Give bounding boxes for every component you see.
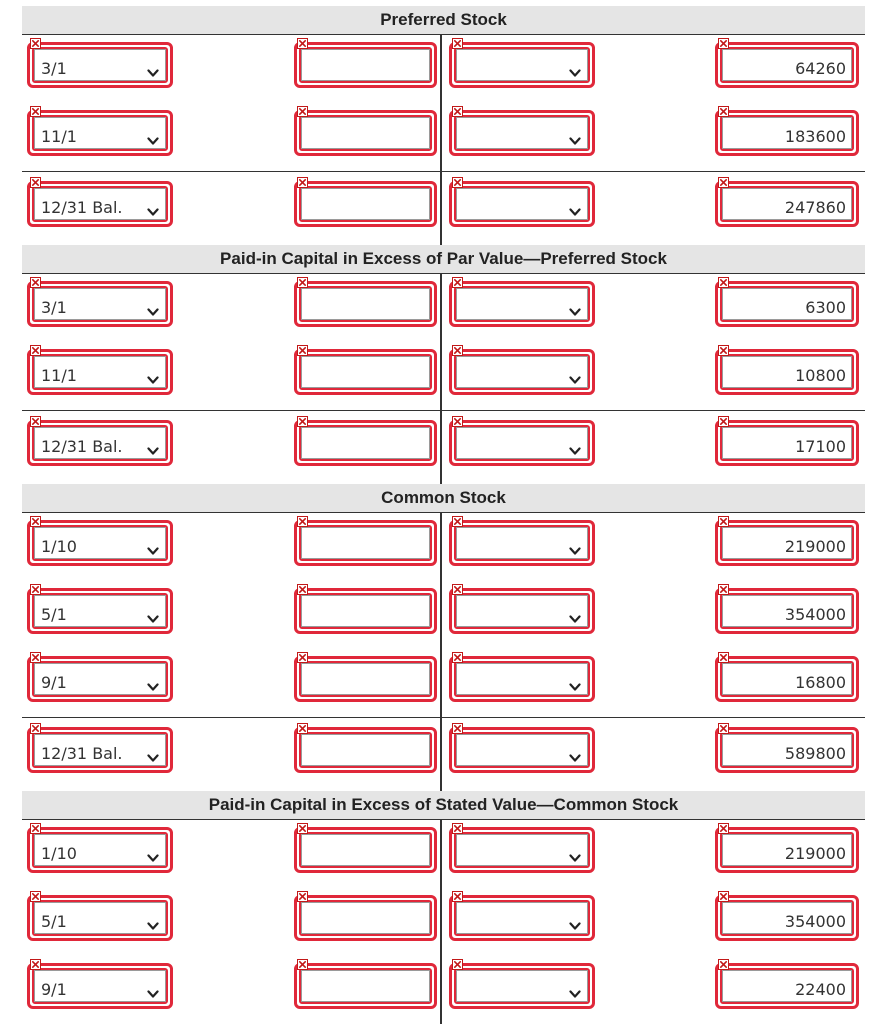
- debit-date-select[interactable]: [34, 117, 166, 149]
- error-x-icon: [297, 38, 308, 49]
- chevron-down-icon: [147, 131, 159, 141]
- chevron-down-icon: [147, 370, 159, 380]
- t-account-divider: [440, 649, 442, 717]
- error-x-icon: [30, 823, 41, 834]
- credit-date-select-cell: [449, 588, 595, 634]
- credit-date-select[interactable]: [456, 734, 588, 766]
- error-x-icon: [30, 652, 41, 663]
- chevron-down-icon: [569, 677, 581, 687]
- debit-date-select-value: 9/1: [41, 673, 67, 692]
- credit-amount-input[interactable]: [722, 527, 852, 559]
- t-account-divider: [440, 411, 442, 484]
- error-x-icon: [30, 177, 41, 188]
- debit-amount-input[interactable]: [301, 117, 430, 149]
- credit-amount-input-value: 589800: [784, 744, 846, 763]
- error-x-icon: [452, 416, 463, 427]
- debit-amount-input[interactable]: [301, 188, 430, 220]
- credit-amount-input-value: 22400: [795, 980, 846, 999]
- debit-date-select-value: 9/1: [41, 980, 67, 999]
- t-account-title: Paid-in Capital in Excess of Stated Value—Common Stock: [22, 791, 865, 820]
- credit-date-select-cell: [449, 520, 595, 566]
- error-x-icon: [718, 959, 729, 970]
- debit-amount-input-cell: [294, 727, 437, 773]
- error-x-icon: [718, 277, 729, 288]
- chevron-down-icon: [147, 916, 159, 926]
- t-account-section: [22, 6, 865, 245]
- debit-date-select-value: 1/10: [41, 844, 77, 863]
- t-account-section: [22, 791, 865, 1024]
- credit-date-select-cell: [449, 827, 595, 873]
- debit-date-select-cell: [27, 727, 173, 773]
- credit-amount-input-cell: [715, 588, 859, 634]
- entry-row: [22, 35, 865, 103]
- debit-date-select-value: 1/10: [41, 537, 77, 556]
- chevron-down-icon: [147, 202, 159, 212]
- credit-amount-input-value: 219000: [784, 844, 846, 863]
- error-x-icon: [297, 277, 308, 288]
- chevron-down-icon: [147, 677, 159, 687]
- credit-amount-input-value: 219000: [784, 537, 846, 556]
- t-account-section: [22, 484, 865, 791]
- error-x-icon: [718, 584, 729, 595]
- debit-date-select-cell: [27, 181, 173, 227]
- entry-row: [22, 274, 865, 342]
- debit-amount-input[interactable]: [301, 288, 430, 320]
- chevron-down-icon: [569, 609, 581, 619]
- chevron-down-icon: [569, 748, 581, 758]
- balance-row: [22, 171, 865, 245]
- error-x-icon: [718, 416, 729, 427]
- credit-date-select[interactable]: [456, 663, 588, 695]
- entry-row: [22, 649, 865, 717]
- chevron-down-icon: [569, 202, 581, 212]
- error-x-icon: [297, 652, 308, 663]
- debit-amount-input[interactable]: [301, 734, 430, 766]
- credit-amount-input-cell: [715, 727, 859, 773]
- debit-date-select-value: 12/31 Bal.: [41, 744, 123, 763]
- credit-date-select[interactable]: [456, 595, 588, 627]
- credit-amount-input-cell: [715, 895, 859, 941]
- debit-date-select-cell: [27, 520, 173, 566]
- error-x-icon: [30, 516, 41, 527]
- credit-amount-input-value: 183600: [784, 127, 846, 146]
- entry-row: [22, 103, 865, 171]
- error-x-icon: [452, 106, 463, 117]
- debit-date-select-cell: [27, 281, 173, 327]
- debit-date-select-cell: [27, 895, 173, 941]
- error-x-icon: [30, 959, 41, 970]
- debit-date-select-value: 5/1: [41, 912, 67, 931]
- debit-date-select-cell: [27, 656, 173, 702]
- error-x-icon: [30, 891, 41, 902]
- debit-date-select-value: 3/1: [41, 59, 67, 78]
- credit-date-select[interactable]: [456, 188, 588, 220]
- error-x-icon: [718, 516, 729, 527]
- credit-amount-input-cell: [715, 963, 859, 1009]
- credit-date-select-cell: [449, 895, 595, 941]
- credit-amount-input[interactable]: [722, 834, 852, 866]
- balance-row: [22, 717, 865, 791]
- debit-amount-input-cell: [294, 963, 437, 1009]
- credit-amount-input-value: 6300: [805, 298, 846, 317]
- error-x-icon: [452, 277, 463, 288]
- debit-date-select-value: 12/31 Bal.: [41, 198, 123, 217]
- debit-date-select[interactable]: [34, 427, 166, 459]
- chevron-down-icon: [147, 984, 159, 994]
- t-account-divider: [440, 513, 442, 581]
- t-account-section: [22, 245, 865, 484]
- credit-date-select-cell: [449, 110, 595, 156]
- credit-amount-input[interactable]: [722, 49, 852, 81]
- error-x-icon: [30, 723, 41, 734]
- error-x-icon: [30, 416, 41, 427]
- error-x-icon: [30, 106, 41, 117]
- error-x-icon: [718, 723, 729, 734]
- credit-amount-input[interactable]: [722, 734, 852, 766]
- error-x-icon: [452, 652, 463, 663]
- chevron-down-icon: [147, 541, 159, 551]
- chevron-down-icon: [569, 63, 581, 73]
- error-x-icon: [452, 823, 463, 834]
- error-x-icon: [297, 345, 308, 356]
- debit-amount-input-cell: [294, 588, 437, 634]
- credit-amount-input-value: 16800: [795, 673, 846, 692]
- chevron-down-icon: [147, 609, 159, 619]
- debit-amount-input[interactable]: [301, 663, 430, 695]
- credit-date-select-cell: [449, 727, 595, 773]
- credit-date-select-cell: [449, 349, 595, 395]
- credit-amount-input[interactable]: [722, 970, 852, 1002]
- credit-date-select[interactable]: [456, 834, 588, 866]
- error-x-icon: [297, 416, 308, 427]
- t-account-title: Common Stock: [22, 484, 865, 513]
- t-account-divider: [440, 956, 442, 1024]
- t-account-divider: [440, 103, 442, 171]
- error-x-icon: [718, 823, 729, 834]
- credit-amount-input-value: 17100: [795, 437, 846, 456]
- debit-date-select[interactable]: [34, 970, 166, 1002]
- entry-row: [22, 820, 865, 888]
- error-x-icon: [297, 891, 308, 902]
- credit-date-select[interactable]: [456, 970, 588, 1002]
- debit-amount-input[interactable]: [301, 834, 430, 866]
- credit-amount-input[interactable]: [722, 356, 852, 388]
- error-x-icon: [452, 891, 463, 902]
- entry-row: [22, 888, 865, 956]
- error-x-icon: [297, 584, 308, 595]
- credit-date-select-cell: [449, 181, 595, 227]
- credit-amount-input-value: 354000: [784, 912, 846, 931]
- error-x-icon: [297, 723, 308, 734]
- chevron-down-icon: [569, 441, 581, 451]
- debit-date-select[interactable]: [34, 188, 166, 220]
- debit-amount-input-cell: [294, 520, 437, 566]
- error-x-icon: [30, 584, 41, 595]
- chevron-down-icon: [569, 541, 581, 551]
- t-account-title: Paid-in Capital in Excess of Par Value—Preferred Stock: [22, 245, 865, 274]
- error-x-icon: [30, 38, 41, 49]
- chevron-down-icon: [569, 131, 581, 141]
- credit-date-select-cell: [449, 281, 595, 327]
- debit-date-select[interactable]: [34, 288, 166, 320]
- chevron-down-icon: [147, 848, 159, 858]
- debit-amount-input[interactable]: [301, 356, 430, 388]
- error-x-icon: [452, 584, 463, 595]
- debit-amount-input[interactable]: [301, 427, 430, 459]
- credit-amount-input-value: 10800: [795, 366, 846, 385]
- credit-date-select[interactable]: [456, 902, 588, 934]
- credit-date-select[interactable]: [456, 49, 588, 81]
- chevron-down-icon: [569, 370, 581, 380]
- debit-date-select-value: 5/1: [41, 605, 67, 624]
- credit-amount-input-cell: [715, 181, 859, 227]
- debit-amount-input[interactable]: [301, 49, 430, 81]
- error-x-icon: [30, 277, 41, 288]
- debit-amount-input-cell: [294, 420, 437, 466]
- credit-date-select[interactable]: [456, 427, 588, 459]
- debit-date-select-value: 11/1: [41, 366, 77, 385]
- credit-amount-input-cell: [715, 827, 859, 873]
- entry-row: [22, 342, 865, 410]
- t-account-divider: [440, 342, 442, 410]
- credit-amount-input-cell: [715, 349, 859, 395]
- debit-amount-input-cell: [294, 110, 437, 156]
- error-x-icon: [718, 177, 729, 188]
- debit-amount-input[interactable]: [301, 527, 430, 559]
- error-x-icon: [297, 106, 308, 117]
- credit-amount-input-cell: [715, 110, 859, 156]
- credit-date-select-cell: [449, 420, 595, 466]
- debit-date-select[interactable]: [34, 834, 166, 866]
- chevron-down-icon: [147, 748, 159, 758]
- debit-date-select-cell: [27, 110, 173, 156]
- debit-amount-input[interactable]: [301, 595, 430, 627]
- debit-amount-input-cell: [294, 895, 437, 941]
- debit-date-select-cell: [27, 42, 173, 88]
- error-x-icon: [718, 652, 729, 663]
- t-account-divider: [440, 35, 442, 103]
- credit-amount-input[interactable]: [722, 902, 852, 934]
- chevron-down-icon: [147, 63, 159, 73]
- entry-row: [22, 513, 865, 581]
- debit-date-select-cell: [27, 349, 173, 395]
- debit-date-select-cell: [27, 420, 173, 466]
- chevron-down-icon: [569, 984, 581, 994]
- error-x-icon: [452, 345, 463, 356]
- debit-date-select[interactable]: [34, 49, 166, 81]
- t-account-ledger: [22, 6, 865, 1024]
- debit-date-select[interactable]: [34, 902, 166, 934]
- credit-amount-input[interactable]: [722, 595, 852, 627]
- debit-amount-input-cell: [294, 656, 437, 702]
- error-x-icon: [452, 38, 463, 49]
- debit-date-select-cell: [27, 588, 173, 634]
- error-x-icon: [718, 345, 729, 356]
- t-account-title: Preferred Stock: [22, 6, 865, 35]
- credit-amount-input[interactable]: [722, 288, 852, 320]
- debit-amount-input[interactable]: [301, 902, 430, 934]
- debit-amount-input-cell: [294, 281, 437, 327]
- credit-amount-input[interactable]: [722, 663, 852, 695]
- chevron-down-icon: [569, 916, 581, 926]
- credit-amount-input-value: 354000: [784, 605, 846, 624]
- error-x-icon: [30, 345, 41, 356]
- error-x-icon: [297, 177, 308, 188]
- credit-date-select[interactable]: [456, 288, 588, 320]
- debit-amount-input-cell: [294, 349, 437, 395]
- error-x-icon: [718, 38, 729, 49]
- debit-date-select[interactable]: [34, 734, 166, 766]
- debit-date-select[interactable]: [34, 595, 166, 627]
- debit-date-select-value: 11/1: [41, 127, 77, 146]
- t-account-divider: [440, 274, 442, 342]
- error-x-icon: [452, 177, 463, 188]
- error-x-icon: [452, 959, 463, 970]
- debit-amount-input[interactable]: [301, 970, 430, 1002]
- debit-amount-input-cell: [294, 827, 437, 873]
- credit-amount-input-cell: [715, 420, 859, 466]
- credit-date-select[interactable]: [456, 117, 588, 149]
- debit-date-select[interactable]: [34, 356, 166, 388]
- debit-date-select[interactable]: [34, 527, 166, 559]
- error-x-icon: [718, 891, 729, 902]
- credit-amount-input[interactable]: [722, 117, 852, 149]
- error-x-icon: [718, 106, 729, 117]
- chevron-down-icon: [569, 302, 581, 312]
- chevron-down-icon: [147, 441, 159, 451]
- credit-date-select[interactable]: [456, 356, 588, 388]
- credit-date-select-cell: [449, 656, 595, 702]
- t-account-divider: [440, 888, 442, 956]
- error-x-icon: [452, 516, 463, 527]
- error-x-icon: [452, 723, 463, 734]
- error-x-icon: [297, 823, 308, 834]
- debit-date-select[interactable]: [34, 663, 166, 695]
- error-x-icon: [297, 516, 308, 527]
- debit-date-select-value: 12/31 Bal.: [41, 437, 123, 456]
- debit-date-select-value: 3/1: [41, 298, 67, 317]
- debit-amount-input-cell: [294, 42, 437, 88]
- credit-date-select-cell: [449, 963, 595, 1009]
- credit-date-select[interactable]: [456, 527, 588, 559]
- t-account-divider: [440, 820, 442, 888]
- debit-date-select-cell: [27, 827, 173, 873]
- t-account-divider: [440, 718, 442, 791]
- credit-amount-input[interactable]: [722, 188, 852, 220]
- chevron-down-icon: [147, 302, 159, 312]
- credit-amount-input-value: 247860: [784, 198, 846, 217]
- credit-amount-input[interactable]: [722, 427, 852, 459]
- credit-amount-input-cell: [715, 656, 859, 702]
- t-account-divider: [440, 172, 442, 245]
- t-account-divider: [440, 581, 442, 649]
- entry-row: [22, 956, 865, 1024]
- balance-row: [22, 410, 865, 484]
- entry-row: [22, 581, 865, 649]
- debit-amount-input-cell: [294, 181, 437, 227]
- error-x-icon: [297, 959, 308, 970]
- credit-amount-input-cell: [715, 42, 859, 88]
- credit-amount-input-value: 64260: [795, 59, 846, 78]
- debit-date-select-cell: [27, 963, 173, 1009]
- credit-date-select-cell: [449, 42, 595, 88]
- credit-amount-input-cell: [715, 520, 859, 566]
- credit-amount-input-cell: [715, 281, 859, 327]
- chevron-down-icon: [569, 848, 581, 858]
